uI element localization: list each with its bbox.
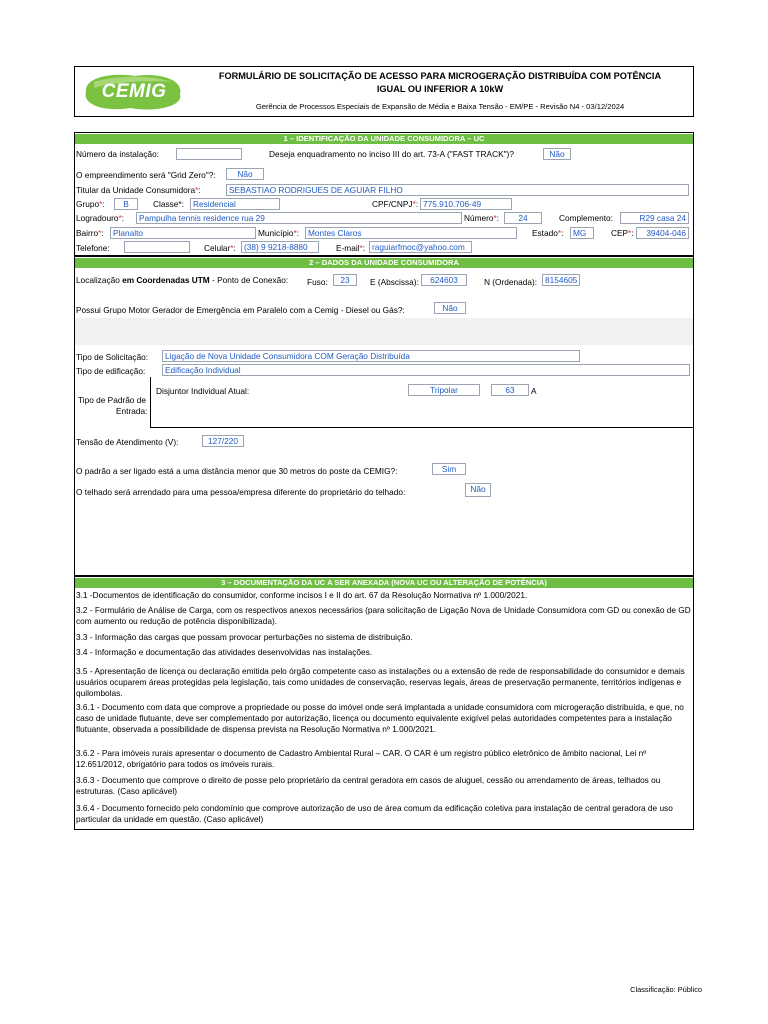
utm-label-post: - Ponto de Conexão:: [209, 275, 289, 285]
titular-label-text: Titular da Unidade Consumidora: [76, 185, 196, 195]
numero-label-text: Número: [464, 213, 494, 223]
grid-zero-label: O empreendimento será "Grid Zero"?:: [76, 170, 216, 180]
cpf-input[interactable]: 775.910.706-49: [420, 198, 512, 210]
required-mark: *: [230, 243, 234, 253]
grupo-label: Grupo*:: [76, 199, 105, 209]
required-mark: *: [293, 228, 297, 238]
celular-label: Celular*:: [204, 243, 236, 253]
bairro-label-text: Bairro: [76, 228, 99, 238]
complemento-input[interactable]: R29 casa 24: [620, 212, 689, 224]
telhado-label: O telhado será arrendado para uma pessoa/empresa diferente do proprietário do telhado:: [76, 487, 406, 497]
required-mark: *: [412, 199, 416, 209]
disjuntor-corrente-select[interactable]: 63: [491, 384, 529, 396]
celular-input[interactable]: (38) 9 9218-8880: [241, 241, 319, 253]
doc-item-3-3: 3.3 - Informação das cargas que possam provocar perturbações no sistema de distribuição.: [76, 632, 413, 642]
disjuntor-label: Disjuntor Individual Atual:: [156, 386, 250, 396]
e-abscissa-input[interactable]: 624603: [421, 274, 467, 286]
fuso-input[interactable]: 23: [333, 274, 357, 286]
cep-label-text: CEP: [611, 228, 629, 238]
grid-zero-select[interactable]: Não: [226, 168, 264, 180]
tipo-solicitacao-label: Tipo de Solicitação:: [76, 352, 149, 362]
email-input[interactable]: raguiarfmoc@yahoo.com: [369, 241, 472, 253]
doc-item-3-5: 3.5 - Apresentação de licença ou declaração emitida pelo órgão competente caso as instalações ou a extensão de rede de responsabilidade do consumidor e demais usuários ocuparem áreas protegidas pela legislação, tais como unidades de conservação, reservas legais, áreas de preservação permanente, territórios indígenas e quilombolas.: [76, 666, 685, 698]
email-label-text: E-mail: [336, 243, 360, 253]
telefone-label: Telefone:: [76, 243, 110, 253]
fuso-label: Fuso:: [307, 277, 328, 287]
estado-label-text: Estado: [532, 228, 558, 238]
distancia-select[interactable]: Sim: [432, 463, 466, 475]
required-mark: *: [359, 243, 363, 253]
logo-text: CEMIG: [101, 81, 167, 102]
disjuntor-unidade: A: [531, 386, 537, 396]
cpf-label: CPF/CNPJ*:: [372, 199, 419, 209]
complemento-label: Complemento:: [559, 213, 613, 223]
fast-track-label: Deseja enquadramento no inciso III do art. 73-A ("FAST TRACK")?: [269, 149, 514, 159]
padrao-entrada-divider: [150, 377, 151, 427]
disjuntor-tipo-select[interactable]: Tripolar: [408, 384, 480, 396]
required-mark: *: [98, 228, 102, 238]
padrao-entrada-rule: [150, 427, 694, 428]
doc-item-3-6-1: 3.6.1 - Documento com data que comprove a propriedade ou posse do imóvel onde será implantada a unidade consumidora com microgeração distribuída, e que, no caso de unidade flutuante, deve ser complementado por autorização, licença ou documento equivalente exigível pelas autoridades competentes para a instalação flutuante, observada a possibilidade de dispensa prevista na Resolução Normativa nº 1.000/2021.: [76, 702, 684, 734]
utm-label-bold: em Coordenadas UTM: [122, 275, 210, 285]
section2-header: 2 – DADOS DA UNIDADE CONSUMIDORA: [75, 258, 693, 268]
cep-input[interactable]: 39404-046: [636, 227, 689, 239]
padrao-entrada-label-1: Tipo de Padrão de: [78, 395, 146, 405]
section1-header: 1 – IDENTIFICAÇÃO DA UNIDADE CONSUMIDORA – UC: [75, 134, 693, 144]
classe-label-text: Classe: [153, 199, 179, 209]
classe-label: Classe*:: [153, 199, 184, 209]
tensao-select[interactable]: 127/220: [202, 435, 244, 447]
doc-item-3-4: 3.4 - Informação e documentação das atividades desenvolvidas nas instalações.: [76, 647, 373, 657]
gerador-select[interactable]: Não: [434, 302, 466, 314]
cemig-logo: [80, 72, 186, 112]
grupo-select[interactable]: B: [114, 198, 138, 210]
required-mark: *: [99, 199, 103, 209]
form-subtitle: Gerência de Processos Especiais de Expansão de Média e Baixa Tensão - EM/PE - Revisão N4 - 03/12/2024: [255, 102, 625, 111]
municipio-label: Município*:: [258, 228, 300, 238]
tipo-edificacao-label: Tipo de edificação:: [76, 366, 146, 376]
municipio-input[interactable]: Montes Claros: [305, 227, 517, 239]
estado-label: Estado*:: [532, 228, 564, 238]
required-mark: *: [557, 228, 562, 238]
n-ordenada-label: N (Ordenada):: [484, 277, 538, 287]
numero-instalacao-label: Número da instalação:: [76, 149, 160, 159]
numero-instalacao-input[interactable]: [176, 148, 242, 160]
n-ordenada-input[interactable]: 8154605: [542, 274, 580, 286]
doc-item-3-2: 3.2 - Formulário de Análise de Carga, com os respectivos anexos necessários (para solicitação de Ligação Nova de Unidade Consumidora com GD ou conexão de GD com aumento ou redução de potência disponibilizada).: [76, 605, 691, 626]
required-mark: *: [118, 213, 122, 223]
utm-label-pre: Localização: [76, 275, 123, 285]
section2-box: [74, 256, 694, 576]
gerador-label: Possui Grupo Motor Gerador de Emergência em Paralelo com a Cemig - Diesel ou Gás?:: [76, 305, 405, 315]
telhado-select[interactable]: Não: [465, 483, 491, 497]
cep-label: CEP*:: [611, 228, 634, 238]
titular-label: Titular da Unidade Consumidora*:: [76, 185, 201, 195]
form-title-line1: FORMULÁRIO DE SOLICITAÇÃO DE ACESSO PARA MICROGERAÇÃO DISTRIBUÍDA COM POTÊNCIA: [218, 71, 662, 81]
distancia-label: O padrão a ser ligado está a uma distância menor que 30 metros do poste da CEMIG?:: [76, 466, 398, 476]
estado-select[interactable]: MG: [570, 227, 594, 239]
doc-item-3-6-2: 3.6.2 - Para imóveis rurais apresentar o documento de Cadastro Ambiental Rural – CAR. O CAR é um registro público eletrônico de âmbito nacional, Lei nº 12.651/2012, obrigatório para todos os imóveis rurais.: [76, 748, 647, 769]
padrao-entrada-label-2: Entrada:: [116, 406, 148, 416]
telefone-input[interactable]: [124, 241, 190, 253]
required-mark: *: [195, 185, 199, 195]
numero-label: Número*:: [464, 213, 500, 223]
tipo-solicitacao-select[interactable]: Ligação de Nova Unidade Consumidora COM Geração Distribuída: [162, 350, 580, 362]
logradouro-label-text: Logradouro: [76, 213, 119, 223]
numero-input[interactable]: 24: [504, 212, 542, 224]
cpf-label-text: CPF/CNPJ: [372, 199, 413, 209]
fast-track-select[interactable]: Não: [543, 148, 571, 160]
logradouro-label: Logradouro*:: [76, 213, 124, 223]
e-abscissa-label: E (Abscissa):: [370, 277, 419, 287]
required-mark: *: [493, 213, 497, 223]
required-mark: *: [628, 228, 632, 238]
bairro-label: Bairro*:: [76, 228, 104, 238]
celular-label-text: Celular: [204, 243, 231, 253]
municipio-label-text: Município: [258, 228, 294, 238]
grupo-label-text: Grupo: [76, 199, 100, 209]
doc-item-3-6-4: 3.6.4 - Documento fornecido pelo condomínio que comprove autorização de uso de área comum da edificação coletiva para instalação de central geradora de uso particular da unidade em questão. (Caso aplicável): [76, 803, 673, 824]
doc-item-3-6-3: 3.6.3 - Documento que comprove o direito de posse pelo proprietário da central geradora em casos de aluguel, cessão ou arrendamento de áreas, telhados ou estruturas. (Caso aplicável): [76, 775, 661, 796]
gray-separator-band: [75, 318, 693, 345]
titular-input[interactable]: SEBASTIAO RODRIGUES DE AGUIAR FILHO: [226, 184, 689, 196]
bairro-input[interactable]: Planalto: [110, 227, 256, 239]
utm-label: [76, 275, 288, 286]
email-label: E-mail*:: [336, 243, 366, 253]
classe-select[interactable]: Residencial: [190, 198, 280, 210]
section3-header: 3 – DOCUMENTAÇÃO DA UC A SER ANEXADA (NOVA UC OU ALTERAÇÃO DE POTÊNCIA): [75, 578, 693, 588]
tensao-label: Tensão de Atendimento (V):: [76, 437, 179, 447]
logradouro-input[interactable]: Pampulha tennis residence rua 29: [136, 212, 462, 224]
tipo-edificacao-select[interactable]: Edificação Individual: [162, 364, 690, 376]
doc-item-3-1: 3.1 -Documentos de identificação do consumidor, conforme incisos I e II do art. 67 da Resolução Normativa nº 1.000/2021.: [76, 590, 528, 600]
form-title-line2: IGUAL OU INFERIOR A 10kW: [376, 84, 504, 94]
classification-label: Classificação: Público: [630, 985, 702, 994]
